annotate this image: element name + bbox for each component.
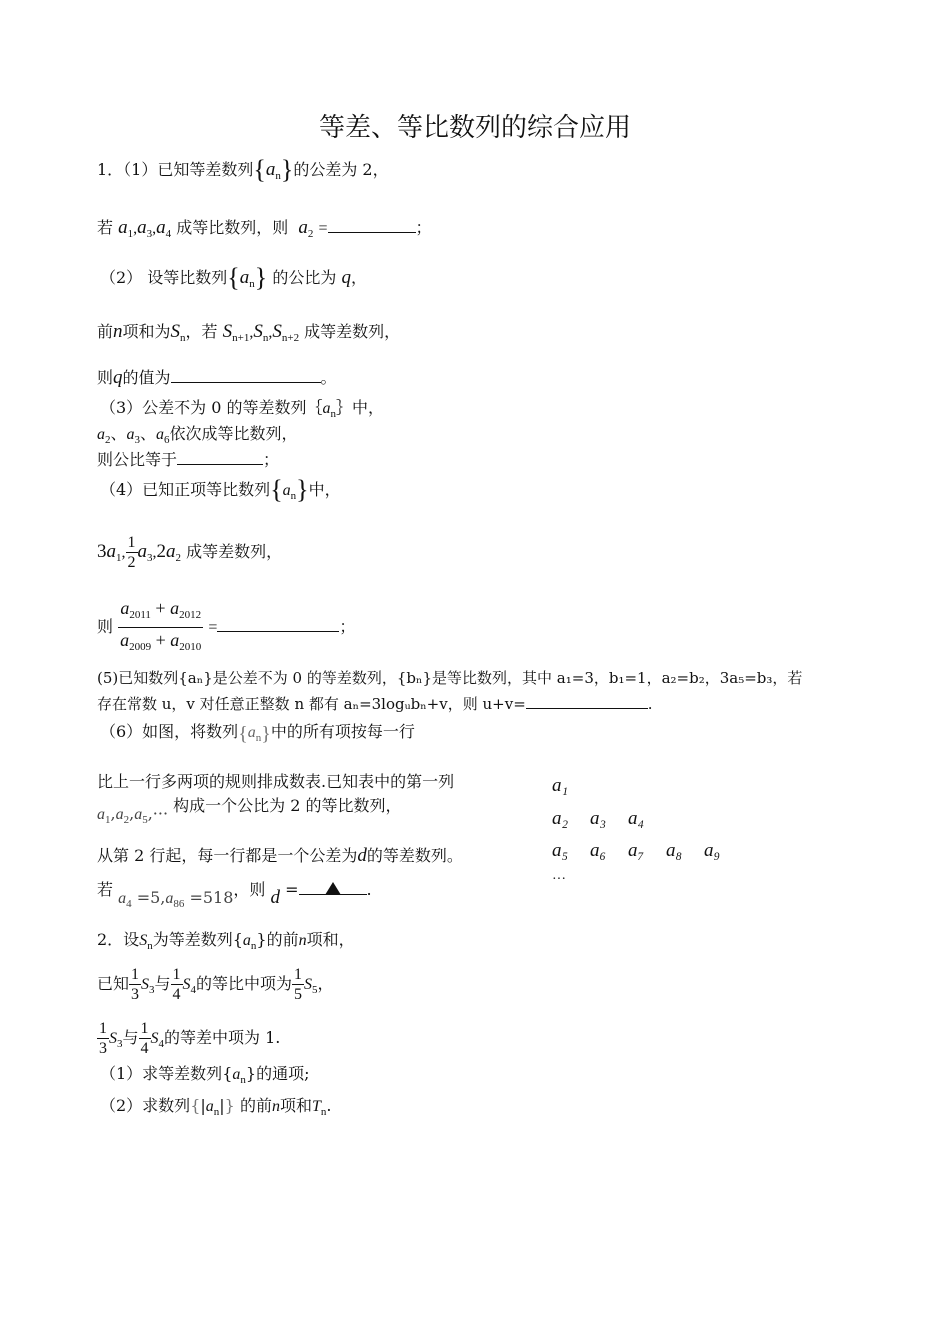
q1-part6-line4: 从第 2 行起，每一行都是一个公差为d的等差数列。 <box>97 845 463 866</box>
answer-blank-3[interactable] <box>177 450 263 465</box>
q1-part4-line1: （4）已知正项等比数列$\{a_n\}$中， <box>100 475 341 504</box>
table-cell: a₄ <box>628 808 645 829</box>
q1-part5-line2: 存在常数 u，v 对任意正整数 n 都有 aₙ=3logᵤbₙ+v，则 u+v= . <box>97 695 653 713</box>
answer-blank-4[interactable] <box>217 617 339 632</box>
q2-line5: （2）求数列$\{|a_n|\}$ 的前n项和$T_n$. <box>100 1096 332 1118</box>
q2-line4: （1）求等差数列$\{a_n\}$的通项; <box>100 1064 310 1086</box>
table-cell: a₁ <box>552 775 569 796</box>
ratio-fraction: $\frac{a_{2011} + a_{2012}}{a_{2009} + a_{2010}}$ <box>120 598 202 653</box>
answer-blank-6[interactable] <box>299 880 367 895</box>
fraction-half: $\frac{1}{2}$ <box>127 534 136 571</box>
q1-part4-line3: 则 $\frac{a_{2011} + a_{2012}}{a_{2009} + a_{2010}}$ = ； <box>97 596 355 659</box>
answer-blank-1[interactable] <box>328 218 416 233</box>
q1-part6-line3: $a_1,a_2,a_5,\cdot\cdot\cdot$ 构成一个公比为 2 的等比数列， <box>97 796 402 826</box>
table-cell: a₇ <box>628 840 645 861</box>
seq-an: { <box>253 155 266 184</box>
answer-blank-5[interactable] <box>526 694 648 709</box>
q1-p1-head: 1．（1）已知等差数列 <box>97 160 254 179</box>
q1-part6-line1: （6）如图，将数列$\{a_n\}$中的所有项按每一行 <box>100 722 415 745</box>
table-cell: a₆ <box>590 840 607 861</box>
q1-part2-line2: 前n项和为$S_n$，若 $S_{n+1},S_n,S_{n+2}$ 成等差数列， <box>97 321 401 344</box>
table-ellipsis: ··· <box>552 872 566 887</box>
table-cell: a₅ <box>552 840 569 861</box>
table-cell: a₃ <box>590 808 607 829</box>
q2-line3: $\frac{1}{3}$ $S_3$与 $\frac{1}{4}$ $S_4$的等差中项为 1. <box>99 1020 281 1057</box>
answer-blank-2[interactable] <box>171 368 321 383</box>
q1-part3-line1: （3）公差不为 0 的等差数列$\{a_n\}$中， <box>100 398 385 420</box>
q1-part1-line1: 1．（1）已知等差数列$\{a_n\}$的公差为 2， <box>97 155 389 184</box>
page-title: 等差、等比数列的综合应用 <box>318 113 631 143</box>
q1-part2-line1: （2） 设等比数列$\{a_n\}$ 的公比为 q， <box>100 263 367 292</box>
q2-line1: 2．设$S_n$为等差数列$\{a_n\}$的前n项和， <box>97 930 355 952</box>
table-cell: a₉ <box>704 840 721 861</box>
q2-line2: 已知 $\frac{1}{3}$ $S_3$与 $\frac{1}{4}$ $S_4$的等比中项为 $\frac{1}{5}$ $S_5$， <box>97 966 334 1003</box>
q1-part2-line3: 则q的值为 。 <box>97 367 337 388</box>
triangle-icon <box>325 882 341 895</box>
q1-part1-line2: 若 $a_1,a_3,a_4$ 成等比数列，则 $a_2$ = ； <box>97 217 432 240</box>
q1-part5-line1: (5)已知数列{aₙ}是公差不为 0 的等差数列，{bₙ}是等比数列，其中 a₁=3，b₁=1，a₂=b₂，3a₅=b₃，若 <box>97 669 803 687</box>
q1-part3-line2: $a_2$、$a_3$、$a_6$依次成等比数列， <box>97 424 298 446</box>
table-cell: a₂ <box>552 808 569 829</box>
q1-part4-line2: $3a_1$, $\frac{1}{2}$ $a_3,2a_2$ 成等差数列， <box>97 534 283 571</box>
q1-part3-line3: 则公比等于 ； <box>97 450 280 469</box>
table-cell: a₈ <box>666 840 683 861</box>
q1-part6-line2: 比上一行多两项的规则排成数表.已知表中的第一列 <box>97 772 455 791</box>
q1-p1-tail: 的公差为 2， <box>293 160 389 179</box>
q1-part6-line5: 若 $a_4 =5,a_{86} =518$，则 d = . <box>97 880 372 910</box>
